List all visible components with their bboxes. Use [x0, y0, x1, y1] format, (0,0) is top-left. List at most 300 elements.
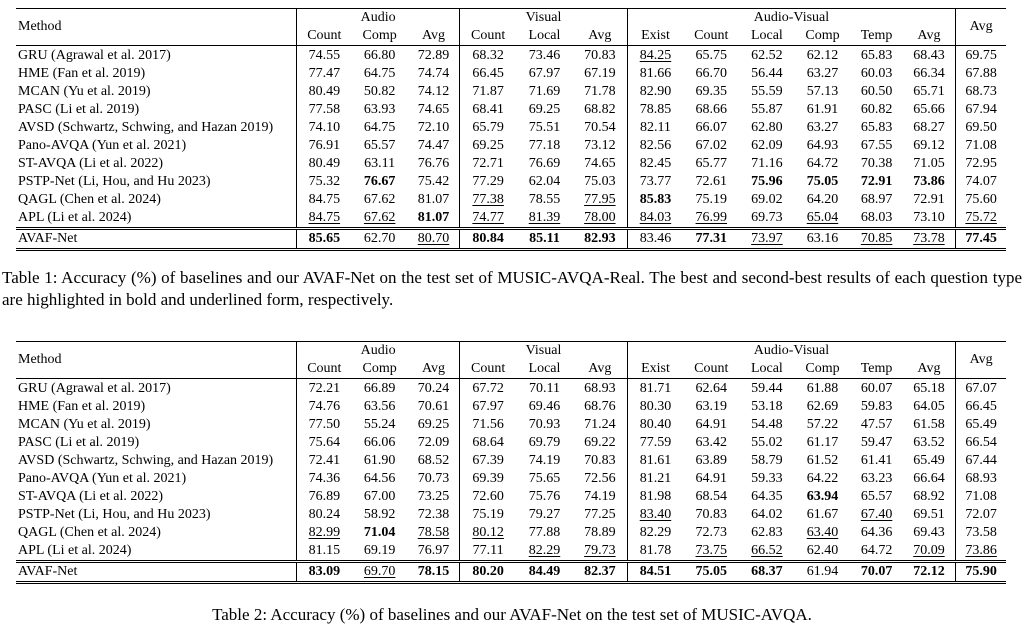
value-text: 72.71	[472, 156, 504, 171]
value-text: 65.57	[363, 138, 396, 153]
value-cell	[573, 488, 627, 506]
value-text: 77.95	[584, 192, 616, 207]
value-text: 64.91	[695, 417, 728, 432]
value-text: 76.67	[363, 174, 396, 189]
value-text: 71.16	[751, 156, 783, 171]
value-text: 69.19	[363, 543, 396, 558]
table-row	[16, 191, 1006, 209]
value-cell	[956, 488, 1006, 506]
value-cell	[297, 46, 352, 66]
value-text: 63.40	[806, 525, 839, 540]
value-text: 75.90	[965, 564, 997, 579]
value-text: 82.11	[639, 120, 671, 135]
value-text: 54.48	[751, 417, 783, 432]
value-cell	[352, 562, 408, 583]
value-text: 62.12	[806, 48, 839, 63]
value-cell	[903, 452, 956, 470]
value-cell	[739, 83, 794, 101]
value-cell	[903, 562, 956, 583]
method-cell: HME (Fan et al. 2019)	[18, 399, 146, 414]
method-cell: APL (Li et al. 2024)	[18, 210, 132, 225]
value-cell	[460, 542, 516, 562]
value-text: 73.25	[417, 489, 450, 504]
value-text: 79.73	[584, 543, 616, 558]
value-cell	[297, 562, 352, 583]
value-cell	[516, 470, 573, 488]
value-cell	[851, 398, 903, 416]
value-text: 80.12	[472, 525, 504, 540]
column-subheader: Avg	[573, 27, 627, 46]
value-text: 68.93	[584, 381, 616, 396]
value-cell	[851, 379, 903, 399]
value-text: 62.52	[751, 48, 783, 63]
value-cell	[516, 452, 573, 470]
value-cell	[297, 470, 352, 488]
value-text: 82.29	[528, 543, 561, 558]
value-cell	[903, 191, 956, 209]
value-cell	[739, 46, 794, 66]
value-text: 61.90	[363, 453, 396, 468]
column-group-header: Visual	[460, 342, 627, 361]
value-text: 77.47	[308, 66, 341, 81]
method-cell: GRU (Agrawal et al. 2017)	[18, 381, 171, 396]
value-text: 82.56	[639, 138, 672, 153]
value-cell	[956, 191, 1006, 209]
value-cell	[903, 434, 956, 452]
value-text: 67.88	[965, 66, 997, 81]
value-text: 64.91	[695, 471, 728, 486]
value-cell	[408, 137, 460, 155]
column-subheader: Exist	[627, 27, 683, 46]
value-text: 65.57	[860, 489, 893, 504]
value-cell	[627, 83, 683, 101]
value-text: 60.07	[860, 381, 893, 396]
value-text: 75.32	[308, 174, 341, 189]
value-cell	[460, 416, 516, 434]
value-text: 80.24	[308, 507, 341, 522]
value-text: 75.64	[308, 435, 341, 450]
value-cell	[683, 398, 739, 416]
value-cell	[516, 416, 573, 434]
value-cell	[851, 562, 903, 583]
value-cell	[627, 119, 683, 137]
column-subheader: Temp	[851, 27, 903, 46]
column-subheader: Avg	[408, 360, 460, 379]
value-cell	[683, 101, 739, 119]
value-text: 63.93	[363, 102, 396, 117]
value-cell	[956, 46, 1006, 66]
value-cell	[956, 173, 1006, 191]
table-row	[16, 229, 1006, 250]
value-cell	[627, 470, 683, 488]
value-cell	[460, 452, 516, 470]
value-cell	[627, 173, 683, 191]
value-cell	[352, 173, 408, 191]
value-text: 66.52	[751, 543, 783, 558]
value-cell	[297, 416, 352, 434]
value-cell	[352, 542, 408, 562]
value-text: 73.12	[584, 138, 616, 153]
value-text: 75.19	[472, 507, 504, 522]
value-text: 67.19	[584, 66, 616, 81]
value-cell	[460, 506, 516, 524]
method-cell: ST-AVQA (Li et al. 2022)	[18, 489, 164, 504]
value-text: 55.87	[751, 102, 783, 117]
value-text: 69.46	[528, 399, 561, 414]
value-text: 73.58	[965, 525, 997, 540]
value-text: 70.85	[860, 231, 893, 246]
value-cell	[408, 101, 460, 119]
column-group-header: Audio	[297, 342, 460, 361]
value-cell	[794, 119, 850, 137]
value-text: 81.21	[639, 471, 672, 486]
value-cell	[460, 229, 516, 250]
value-text: 82.90	[639, 84, 672, 99]
value-text: 70.24	[417, 381, 450, 396]
value-text: 71.24	[584, 417, 616, 432]
value-text: 63.56	[363, 399, 396, 414]
value-cell	[739, 379, 794, 399]
value-cell	[739, 191, 794, 209]
value-text: 57.13	[806, 84, 839, 99]
value-text: 63.42	[695, 435, 728, 450]
value-text: 81.07	[417, 210, 450, 225]
value-cell	[297, 83, 352, 101]
value-text: 83.46	[639, 231, 672, 246]
value-cell	[408, 209, 460, 229]
value-cell	[352, 209, 408, 229]
value-text: 62.80	[751, 120, 783, 135]
value-text: 65.71	[913, 84, 945, 99]
value-cell	[516, 434, 573, 452]
value-cell	[408, 65, 460, 83]
value-text: 73.86	[913, 174, 945, 189]
value-cell	[460, 209, 516, 229]
value-cell	[794, 379, 850, 399]
value-cell	[297, 379, 352, 399]
value-cell	[573, 137, 627, 155]
value-cell	[683, 155, 739, 173]
value-cell	[739, 470, 794, 488]
value-cell	[297, 191, 352, 209]
value-text: 67.44	[965, 453, 997, 468]
value-cell	[297, 209, 352, 229]
column-group-header: Audio	[297, 9, 460, 28]
value-cell	[956, 379, 1006, 399]
value-text: 63.94	[806, 489, 839, 504]
value-cell	[903, 229, 956, 250]
value-text: 80.40	[639, 417, 672, 432]
value-cell	[956, 65, 1006, 83]
value-cell	[408, 155, 460, 173]
value-text: 72.41	[308, 453, 341, 468]
value-text: 66.89	[363, 381, 396, 396]
method-cell: HME (Fan et al. 2019)	[18, 66, 146, 81]
table-row	[16, 488, 1006, 506]
value-cell	[851, 46, 903, 66]
value-cell	[627, 209, 683, 229]
value-cell	[683, 470, 739, 488]
value-text: 66.45	[472, 66, 504, 81]
column-header-avg: Avg	[956, 9, 1006, 46]
value-cell	[851, 229, 903, 250]
value-text: 66.07	[695, 120, 728, 135]
value-cell	[408, 506, 460, 524]
value-cell	[460, 83, 516, 101]
value-text: 82.93	[584, 231, 616, 246]
table-row	[16, 209, 1006, 229]
value-text: 72.09	[417, 435, 450, 450]
value-text: 81.66	[639, 66, 672, 81]
value-cell	[683, 434, 739, 452]
value-cell	[297, 524, 352, 542]
value-text: 67.00	[363, 489, 396, 504]
value-cell	[956, 398, 1006, 416]
value-text: 69.25	[472, 138, 504, 153]
value-text: 60.50	[860, 84, 893, 99]
value-cell	[903, 83, 956, 101]
value-cell	[573, 562, 627, 583]
value-text: 63.52	[913, 435, 945, 450]
value-text: 72.89	[417, 48, 450, 63]
value-text: 61.94	[806, 564, 839, 579]
value-text: 73.75	[695, 543, 728, 558]
value-text: 75.51	[528, 120, 561, 135]
value-text: 69.35	[695, 84, 728, 99]
value-text: 47.57	[860, 417, 893, 432]
value-cell	[794, 46, 850, 66]
value-cell	[460, 155, 516, 173]
value-text: 73.86	[965, 543, 997, 558]
value-text: 81.78	[639, 543, 672, 558]
table1-caption: Table 1: Accuracy (%) of baselines and our AVAF-Net on the test set of MUSIC-AVQA-Real. The best and second-best results of each question type are highlighted in bold and underlined form, respectively.	[2, 268, 1022, 309]
value-cell	[683, 83, 739, 101]
value-text: 65.49	[913, 453, 945, 468]
table-row	[16, 155, 1006, 173]
value-text: 67.72	[472, 381, 504, 396]
column-subheader: Count	[297, 27, 352, 46]
value-cell	[794, 470, 850, 488]
value-cell	[352, 506, 408, 524]
value-text: 79.27	[528, 507, 561, 522]
value-text: 75.19	[695, 192, 728, 207]
value-cell	[627, 65, 683, 83]
value-cell	[851, 542, 903, 562]
value-cell	[956, 155, 1006, 173]
value-cell	[956, 209, 1006, 229]
value-cell	[956, 137, 1006, 155]
column-subheader: Comp	[352, 360, 408, 379]
value-cell	[851, 83, 903, 101]
value-text: 69.50	[965, 120, 997, 135]
value-text: 68.43	[913, 48, 945, 63]
value-cell	[903, 46, 956, 66]
value-cell	[460, 65, 516, 83]
value-cell	[408, 46, 460, 66]
value-text: 67.62	[363, 192, 396, 207]
value-cell	[683, 191, 739, 209]
column-subheader: Count	[297, 360, 352, 379]
value-text: 76.97	[417, 543, 450, 558]
value-text: 61.67	[806, 507, 839, 522]
value-text: 72.12	[913, 564, 945, 579]
value-text: 85.11	[529, 231, 560, 246]
value-text: 74.47	[417, 138, 450, 153]
value-text: 67.55	[860, 138, 893, 153]
value-text: 62.69	[806, 399, 839, 414]
table-row	[16, 562, 1006, 583]
value-cell	[460, 470, 516, 488]
value-cell	[956, 416, 1006, 434]
value-text: 69.25	[417, 417, 450, 432]
value-cell	[352, 470, 408, 488]
table-row	[16, 119, 1006, 137]
value-text: 75.05	[806, 174, 839, 189]
value-text: 70.38	[860, 156, 893, 171]
method-cell: APL (Li et al. 2024)	[18, 543, 132, 558]
value-text: 68.54	[695, 489, 728, 504]
value-cell	[794, 524, 850, 542]
value-cell	[352, 155, 408, 173]
column-subheader: Count	[683, 360, 739, 379]
value-cell	[297, 173, 352, 191]
value-cell	[739, 398, 794, 416]
value-cell	[297, 155, 352, 173]
value-cell	[516, 209, 573, 229]
column-subheader: Local	[739, 27, 794, 46]
value-cell	[794, 83, 850, 101]
value-cell	[903, 379, 956, 399]
value-text: 61.91	[806, 102, 839, 117]
value-cell	[352, 488, 408, 506]
value-text: 65.66	[913, 102, 945, 117]
value-text: 61.88	[806, 381, 839, 396]
value-text: 81.07	[417, 192, 450, 207]
value-cell	[573, 191, 627, 209]
value-text: 77.59	[639, 435, 672, 450]
column-subheader: Avg	[573, 360, 627, 379]
value-text: 50.82	[363, 84, 396, 99]
value-cell	[739, 488, 794, 506]
method-cell: ST-AVQA (Li et al. 2022)	[18, 156, 164, 171]
method-cell: PSTP-Net (Li, Hou, and Hu 2023)	[18, 507, 211, 522]
method-cell: AVSD (Schwartz, Schwing, and Hazan 2019)	[18, 120, 274, 135]
value-cell	[627, 229, 683, 250]
value-text: 62.40	[806, 543, 839, 558]
value-cell	[516, 229, 573, 250]
value-text: 73.78	[913, 231, 945, 246]
value-cell	[794, 416, 850, 434]
value-text: 63.27	[806, 120, 839, 135]
value-text: 75.72	[965, 210, 997, 225]
value-cell	[794, 488, 850, 506]
value-cell	[851, 524, 903, 542]
value-cell	[516, 488, 573, 506]
value-cell	[683, 416, 739, 434]
value-cell	[851, 137, 903, 155]
table1-header	[16, 9, 1006, 46]
value-text: 70.73	[417, 471, 450, 486]
value-text: 67.39	[472, 453, 504, 468]
value-text: 58.79	[751, 453, 783, 468]
value-cell	[851, 452, 903, 470]
value-text: 74.10	[308, 120, 341, 135]
value-text: 71.78	[584, 84, 616, 99]
value-cell	[297, 229, 352, 250]
value-cell	[516, 524, 573, 542]
value-text: 75.96	[751, 174, 783, 189]
method-cell: QAGL (Chen et al. 2024)	[18, 192, 161, 207]
value-text: 73.46	[528, 48, 561, 63]
value-cell	[851, 416, 903, 434]
value-text: 64.05	[913, 399, 945, 414]
value-text: 82.99	[308, 525, 341, 540]
value-cell	[460, 562, 516, 583]
value-cell	[297, 119, 352, 137]
value-text: 82.37	[584, 564, 616, 579]
value-text: 75.76	[528, 489, 561, 504]
value-cell	[408, 452, 460, 470]
value-cell	[956, 470, 1006, 488]
value-cell	[573, 379, 627, 399]
value-text: 64.72	[860, 543, 893, 558]
column-subheader: Avg	[903, 27, 956, 46]
value-cell	[352, 65, 408, 83]
value-text: 64.02	[751, 507, 783, 522]
value-text: 80.84	[472, 231, 504, 246]
value-text: 63.19	[695, 399, 728, 414]
column-header-method: Method	[16, 342, 297, 379]
value-cell	[516, 379, 573, 399]
value-cell	[516, 173, 573, 191]
value-cell	[573, 524, 627, 542]
value-cell	[408, 542, 460, 562]
table-row	[16, 101, 1006, 119]
value-text: 77.18	[528, 138, 561, 153]
value-text: 77.50	[308, 417, 341, 432]
value-text: 77.88	[528, 525, 561, 540]
value-text: 72.21	[308, 381, 341, 396]
value-text: 64.35	[751, 489, 783, 504]
value-cell	[794, 191, 850, 209]
value-cell	[516, 119, 573, 137]
value-cell	[627, 488, 683, 506]
value-cell	[297, 137, 352, 155]
value-text: 84.51	[639, 564, 672, 579]
value-text: 70.83	[584, 453, 616, 468]
value-text: 77.38	[472, 192, 504, 207]
value-cell	[903, 137, 956, 155]
value-text: 77.11	[472, 543, 504, 558]
value-cell	[408, 173, 460, 191]
value-cell	[408, 470, 460, 488]
value-cell	[516, 506, 573, 524]
value-cell	[851, 119, 903, 137]
value-text: 65.04	[806, 210, 839, 225]
value-text: 68.97	[860, 192, 893, 207]
value-cell	[352, 119, 408, 137]
value-text: 57.22	[806, 417, 839, 432]
table-row	[16, 452, 1006, 470]
table-row	[16, 470, 1006, 488]
value-text: 67.02	[695, 138, 728, 153]
value-text: 66.54	[965, 435, 997, 450]
value-text: 65.79	[472, 120, 504, 135]
value-text: 69.12	[913, 138, 945, 153]
value-cell	[352, 137, 408, 155]
value-cell	[627, 452, 683, 470]
value-text: 70.07	[860, 564, 893, 579]
